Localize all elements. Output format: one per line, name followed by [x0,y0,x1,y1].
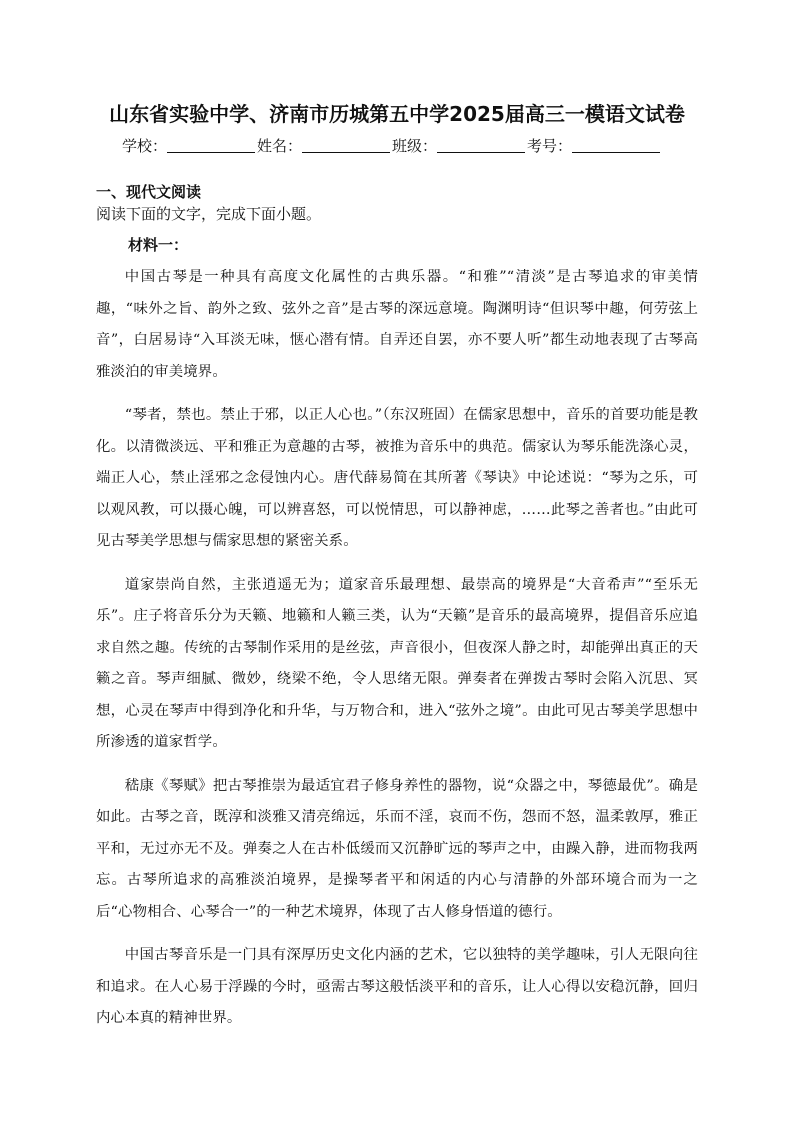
reading-instruction: 阅读下面的文字，完成下面小题。 [96,205,322,223]
material-label: 材料一： [128,236,189,254]
student-info-line [122,136,662,156]
name-blank [302,136,390,153]
school-blank [167,136,255,153]
paragraph: 嵇康《琴赋》把古琴推崇为最适宜君子修身养性的器物，说“众器之中，琴德最优”。确是如此。古琴之音，既淳和淡雅又清亮绵远，乐而不淫，哀而不伤，怨而不怒，温柔敦厚，雅正平和，无过亦无不及。弹奏之人在古朴低缓而又沉静旷远的琴声之中，由躁入静，进而物我两忘。古琴所追求的高雅淡泊境界，是操琴者平和闲适的内心与清静的外部环境合而为一之后“心物相合、心琴合一”的一种艺术境界，体现了古人修身悟道的德行。 [96,777,698,920]
exam-number-label: 考号： [527,137,573,155]
paragraph: “琴者，禁也。禁止于邪，以正人心也。”（东汉班固）在儒家思想中，音乐的首要功能是教化。以清微淡远、平和雅正为意趣的古琴，被推为音乐中的典范。儒家认为琴乐能洗涤心灵，端正人心，禁止淫邪之念侵蚀内心。唐代薛易简在其所著《琴诀》中论述说：“琴为之乐，可以观风教，可以摄心魄，可以辨喜怒，可以悦情思，可以静神虑，……此琴之善者也。”由此可见古琴美学思想与儒家思想的紧密关系。 [96,407,698,549]
class-label: 班级： [392,137,438,155]
passage-body [96,262,698,1047]
section-heading: 一、现代文阅读 [96,183,202,201]
school-label: 学校： [122,137,168,155]
class-blank [437,136,525,153]
page-title: 山东省实验中学、济南市历城第五中学2025届高三一模语文试卷 [109,102,685,126]
paragraph: 道家崇尚自然，主张逍遥无为；道家音乐最理想、最崇高的境界是“大音希声”“至乐无乐”。庄子将音乐分为天籁、地籁和人籁三类，认为“天籁”是音乐的最高境界，提倡音乐应追求自然之趣。传统的古琴制作采用的是丝弦，声音很小，但夜深人静之时，却能弹出真正的天籁之音。琴声细腻、微妙，绕梁不绝，令人思绪无限。弹奏者在弹拨古琴时会陷入沉思、冥想，心灵在琴声中得到净化和升华，与万物合和，进入“弦外之境”。由此可见古琴美学思想中所渗透的道家哲学。 [96,576,698,750]
exam-number-blank [572,136,660,153]
name-label: 姓名： [257,137,303,155]
paragraph: 中国古琴是一种具有高度文化属性的古典乐器。“和雅”“清淡”是古琴追求的审美情趣，“味外之旨、韵外之致、弦外之音”是古琴的深远意境。陶渊明诗“但识琴中趣，何劳弦上音”，白居易诗“入耳淡无味，惬心潜有情。自弄还自罢，亦不要人听”都生动地表现了古琴高雅淡泊的审美境界。 [96,269,698,380]
paragraph: 中国古琴音乐是一门具有深厚历史文化内涵的艺术，它以独特的美学趣味，引人无限向往和追求。在人心易于浮躁的今时，亟需古琴这般恬淡平和的音乐，让人心得以安稳沉静，回归内心本真的精神世界。 [96,947,698,1026]
